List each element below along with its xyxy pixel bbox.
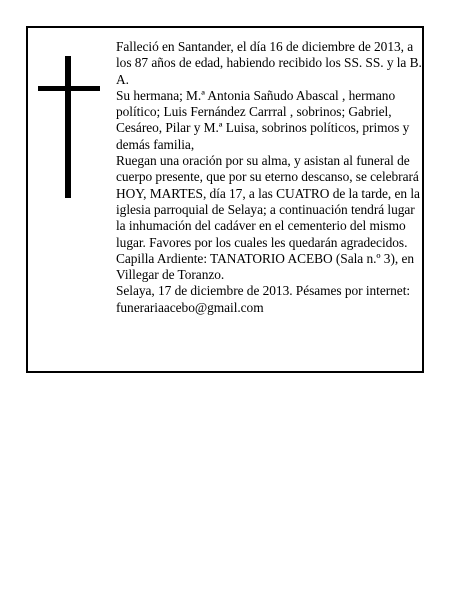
cross-icon	[38, 56, 100, 198]
obituary-notice	[26, 26, 424, 373]
family-list: Su hermana; M.ª Antonia Sañudo Abascal , hermano político; Luis Fernández Carrral , sobrinos; Gabriel, Cesáreo, Pilar y M.ª Luisa, sobrinos políticos, primos y demás familia,	[116, 87, 410, 152]
cross-vertical-bar	[65, 56, 71, 198]
notice-text	[116, 39, 422, 316]
funeral-details: Ruegan una oración por su alma, y asistan al funeral de cuerpo presente, que por su eterno descanso, se celebrará HOY, MARTES, día 17, a las CUATRO de la tarde, en la iglesia parroquial de Selaya; a continuación tendrá lugar la inhumación del cadáver en el cementerio del mismo lugar. Favores por los cuales les quedarán agradecidos. Capilla Ardiente: TANATORIO ACEBO (Sala n.º 3), en Villegar de Toranzo.	[116, 153, 420, 283]
cross-horizontal-bar	[38, 86, 100, 91]
place-date-contact: Selaya, 17 de diciembre de 2013. Pésames por internet: funerariaacebo@gmail.com	[116, 283, 411, 315]
death-announcement: Falleció en Santander, el día 16 de diciembre de 2013, a los 87 años de edad, habiendo recibido los SS. SS. y la B. A.	[116, 39, 422, 87]
